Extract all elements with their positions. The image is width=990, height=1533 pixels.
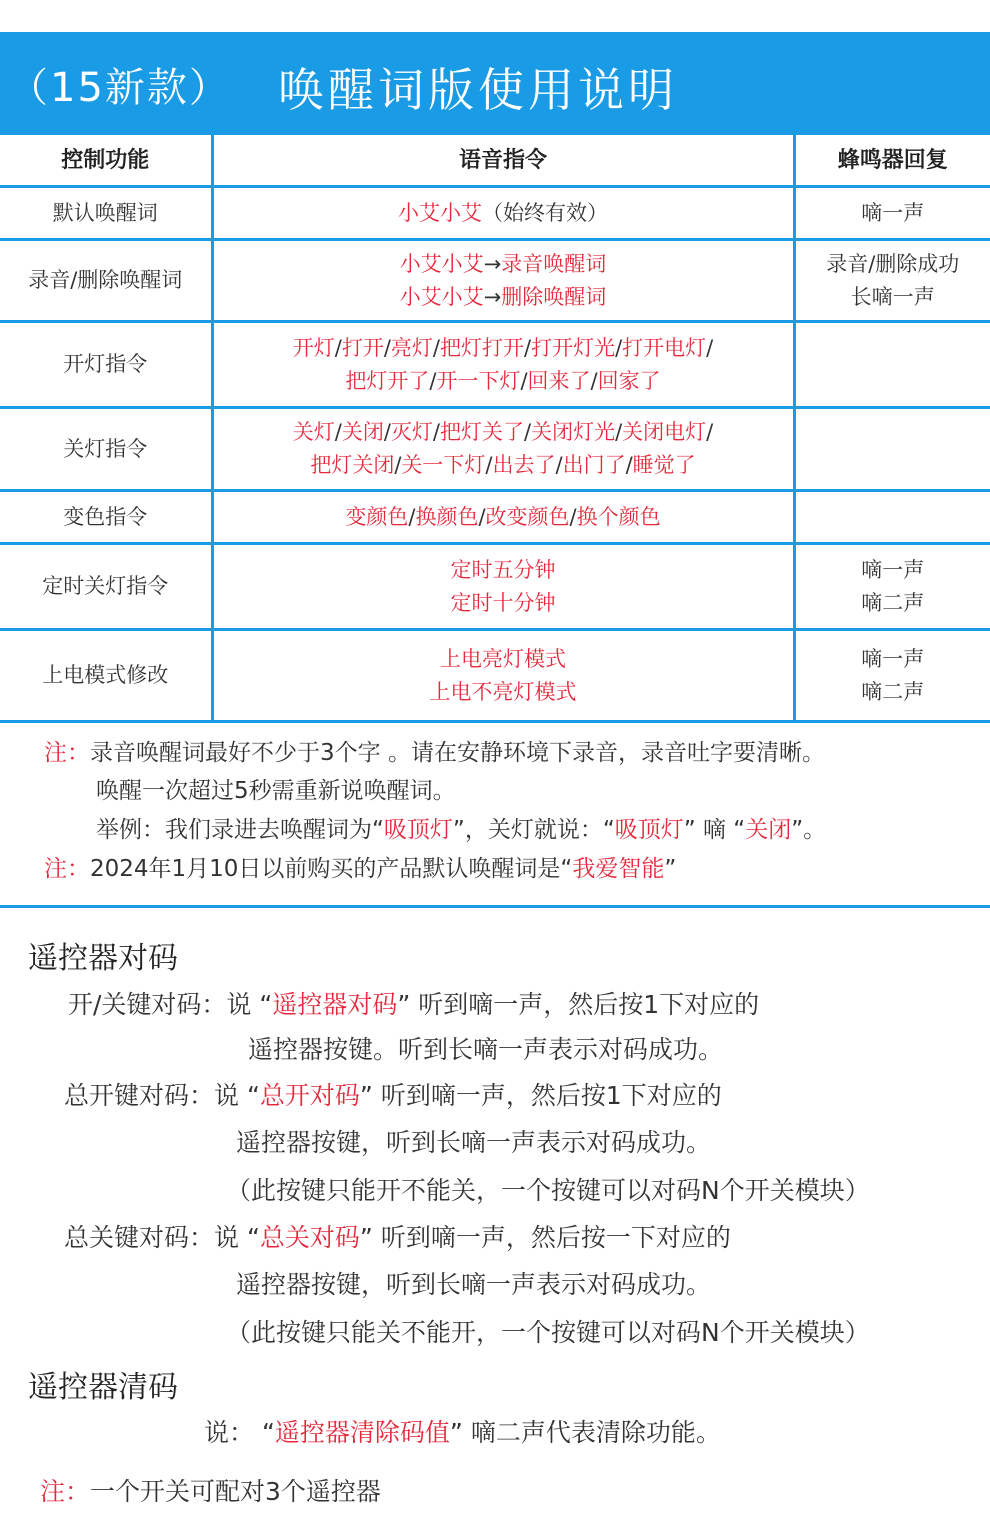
text-segment: ” 听到嘀一声，然后按一下对应的 bbox=[359, 1223, 731, 1252]
note-label: 注： bbox=[44, 856, 90, 882]
buzzer-reply-cell bbox=[794, 491, 990, 544]
highlight-text: 总开对码 bbox=[259, 1081, 360, 1110]
highlight-text: 换颜色 bbox=[415, 504, 479, 529]
reply-line: 嘀二声 bbox=[861, 679, 925, 704]
highlight-text: 关灯 bbox=[292, 420, 335, 444]
voice-command-cell bbox=[212, 322, 794, 408]
text-segment: / bbox=[706, 335, 714, 360]
text-segment: ” bbox=[664, 856, 677, 882]
reply-line: 嘀一声 bbox=[861, 200, 925, 225]
buzzer-reply-cell bbox=[794, 322, 990, 408]
function-cell: 默认唤醒词 bbox=[0, 187, 212, 240]
command-line bbox=[214, 449, 793, 482]
highlight-text: 把灯关了 bbox=[440, 420, 524, 444]
command-table bbox=[0, 132, 990, 723]
pairing-line bbox=[68, 985, 759, 1021]
pairing-line bbox=[248, 1030, 723, 1066]
buzzer-reply-cell bbox=[794, 240, 990, 322]
text-segment: / bbox=[615, 420, 623, 444]
highlight-text: 关闭电灯 bbox=[622, 420, 707, 444]
pairing-heading: 遥控器对码 bbox=[28, 941, 178, 976]
title-banner bbox=[0, 32, 990, 132]
highlight-text: 把灯开了 bbox=[345, 368, 430, 393]
section-divider bbox=[0, 905, 990, 908]
text-segment: 遥控器按键。听到长嘀一声表示对码成功。 bbox=[248, 1035, 724, 1064]
voice-command-cell bbox=[212, 630, 794, 722]
text-segment: （此按键只能关不能开，一个按键可以对码N个开关模块） bbox=[226, 1318, 870, 1347]
command-line bbox=[214, 587, 793, 620]
table-row bbox=[0, 187, 990, 240]
highlight-text: 回家了 bbox=[597, 368, 661, 393]
voice-command-cell bbox=[212, 240, 794, 322]
highlight-text: 睡觉了 bbox=[632, 453, 696, 477]
command-line bbox=[214, 248, 793, 281]
highlight-text: 总关对码 bbox=[259, 1223, 360, 1252]
text-segment: ” 听到嘀一声，然后按1下对应的 bbox=[359, 1081, 722, 1110]
reply-line: 录音/删除成功 bbox=[826, 251, 960, 276]
text-segment: 举例：我们录进去唤醒词为“ bbox=[96, 817, 384, 843]
text-segment: / bbox=[524, 335, 532, 360]
table-row bbox=[0, 408, 990, 491]
highlight-text: 遥控器清除码值 bbox=[274, 1418, 450, 1447]
header-buzzer-reply: 蜂鸣器回复 bbox=[794, 134, 990, 187]
pairing-line bbox=[64, 1218, 731, 1254]
highlight-text: 上电不亮灯模式 bbox=[429, 679, 577, 704]
command-line bbox=[214, 554, 793, 587]
text-segment: / bbox=[383, 335, 391, 360]
highlight-text: 定时五分钟 bbox=[450, 557, 556, 582]
highlight-text: 改变颜色 bbox=[485, 504, 570, 529]
highlight-text: 换个颜色 bbox=[576, 504, 661, 529]
text-segment: / bbox=[394, 453, 402, 477]
top-margin bbox=[0, 0, 990, 32]
text-segment: / bbox=[429, 368, 437, 393]
text-segment: ”。 bbox=[791, 817, 827, 843]
voice-command-cell bbox=[212, 408, 794, 491]
text-segment: / bbox=[408, 504, 416, 529]
note-text: 一个开关可配对3个遥控器 bbox=[90, 1477, 381, 1506]
command-line bbox=[214, 197, 793, 230]
table-row bbox=[0, 491, 990, 544]
text-segment: / bbox=[432, 420, 440, 444]
highlight-text: 遥控器对码 bbox=[272, 990, 398, 1019]
voice-command-cell bbox=[212, 187, 794, 240]
text-segment: / bbox=[334, 420, 342, 444]
text-segment: / bbox=[478, 504, 486, 529]
text-segment: 遥控器按键，听到长嘀一声表示对码成功。 bbox=[236, 1128, 712, 1157]
table-header-row bbox=[0, 134, 990, 187]
text-segment: ” 嘀 “ bbox=[683, 817, 746, 843]
text-segment: 遥控器按键，听到长嘀一声表示对码成功。 bbox=[236, 1270, 712, 1299]
highlight-text: 我爱智能 bbox=[572, 856, 665, 882]
highlight-text: 打开灯光 bbox=[531, 335, 616, 360]
text-segment: ”，关灯就说：“ bbox=[452, 817, 615, 843]
highlight-text: 关闭 bbox=[341, 420, 384, 444]
voice-command-cell bbox=[212, 491, 794, 544]
pairing-line bbox=[64, 1076, 722, 1112]
function-cell: 定时关灯指令 bbox=[0, 544, 212, 630]
text-segment: / bbox=[615, 335, 623, 360]
text-segment: / bbox=[334, 335, 342, 360]
function-cell: 上电模式修改 bbox=[0, 630, 212, 722]
text-segment: （此按键只能开不能关，一个按键可以对码N个开关模块） bbox=[226, 1176, 870, 1205]
highlight-text: 出去了 bbox=[492, 453, 556, 477]
highlight-text: 删除唤醒词 bbox=[501, 284, 607, 309]
highlight-text: 定时十分钟 bbox=[450, 590, 556, 615]
pairing-line bbox=[226, 1313, 870, 1349]
reply-line: 嘀一声 bbox=[861, 646, 925, 671]
note-label: 注： bbox=[40, 1477, 91, 1506]
function-cell: 开灯指令 bbox=[0, 322, 212, 408]
highlight-text: 回来了 bbox=[527, 368, 591, 393]
highlight-text: 把灯打开 bbox=[440, 335, 524, 360]
text-segment: （始终有效） bbox=[482, 200, 608, 225]
text-segment: ” 听到嘀一声，然后按1下对应的 bbox=[397, 990, 760, 1019]
highlight-text: 上电亮灯模式 bbox=[440, 646, 566, 671]
highlight-text: 变颜色 bbox=[345, 504, 409, 529]
text-segment: ” 嘀二声代表清除功能。 bbox=[449, 1418, 721, 1447]
pairing-line bbox=[226, 1171, 870, 1207]
text-segment: 开/关键对码：说 “ bbox=[68, 990, 273, 1019]
text-segment: 说： “ bbox=[204, 1418, 275, 1447]
text-segment: 总开键对码：说 “ bbox=[64, 1081, 260, 1110]
command-line bbox=[214, 281, 793, 314]
table-row bbox=[0, 322, 990, 408]
pairing-line bbox=[236, 1265, 711, 1301]
highlight-text: 关一下灯 bbox=[401, 453, 486, 477]
reply-line: 长嘀一声 bbox=[850, 284, 935, 309]
command-line bbox=[214, 416, 793, 449]
highlight-text: 打开电灯 bbox=[622, 335, 707, 360]
buzzer-reply-cell bbox=[794, 630, 990, 722]
text-segment: 总关键对码：说 “ bbox=[64, 1223, 260, 1252]
reply-line: 嘀一声 bbox=[861, 557, 925, 582]
command-line bbox=[214, 643, 793, 676]
command-line bbox=[214, 332, 793, 365]
text-segment: → bbox=[483, 251, 502, 276]
text-segment: / bbox=[485, 453, 493, 477]
clearing-heading: 遥控器清码 bbox=[28, 1370, 178, 1405]
text-segment: → bbox=[483, 284, 502, 309]
highlight-text: 吸顶灯 bbox=[383, 817, 453, 843]
pairing-line bbox=[236, 1123, 711, 1159]
command-line bbox=[214, 365, 793, 398]
highlight-text: 灭灯 bbox=[390, 420, 433, 444]
text-segment: / bbox=[555, 453, 563, 477]
highlight-text: 关闭灯光 bbox=[531, 420, 616, 444]
highlight-text: 吸顶灯 bbox=[614, 817, 684, 843]
text-segment: / bbox=[432, 335, 440, 360]
command-line bbox=[214, 676, 793, 709]
buzzer-reply-cell bbox=[794, 187, 990, 240]
edition-label: （15新款） bbox=[8, 65, 231, 111]
note-label: 注： bbox=[44, 740, 90, 766]
highlight-text: 打开 bbox=[341, 335, 384, 360]
highlight-text: 开灯 bbox=[292, 335, 335, 360]
text-segment: 2024年1月10日以前购买的产品默认唤醒词是“ bbox=[90, 856, 573, 882]
header-voice-command: 语音指令 bbox=[212, 134, 794, 187]
table-row bbox=[0, 240, 990, 322]
table-row bbox=[0, 544, 990, 630]
text-segment: / bbox=[524, 420, 532, 444]
remote-limit-note bbox=[40, 1472, 381, 1508]
function-cell: 录音/删除唤醒词 bbox=[0, 240, 212, 322]
highlight-text: 关闭 bbox=[745, 817, 792, 843]
text-segment: / bbox=[625, 453, 633, 477]
buzzer-reply-cell bbox=[794, 408, 990, 491]
text-segment: / bbox=[383, 420, 391, 444]
note-line bbox=[90, 856, 676, 882]
function-cell: 关灯指令 bbox=[0, 408, 212, 491]
voice-command-cell bbox=[212, 544, 794, 630]
page-title: 唤醒词版使用说明 bbox=[278, 63, 678, 117]
highlight-text: 小艾小艾 bbox=[398, 200, 482, 225]
table-row bbox=[0, 630, 990, 722]
note-example bbox=[96, 811, 826, 844]
reply-line: 嘀二声 bbox=[861, 590, 925, 615]
highlight-text: 亮灯 bbox=[390, 335, 433, 360]
highlight-text: 把灯关闭 bbox=[310, 453, 395, 477]
clearing-instruction bbox=[204, 1413, 721, 1449]
text-segment: / bbox=[520, 368, 528, 393]
note-line: 录音唤醒词最好不少于3个字 。请在安静环境下录音，录音吐字要清晰。 bbox=[90, 740, 825, 766]
text-segment: / bbox=[706, 420, 714, 444]
text-segment: / bbox=[569, 504, 577, 529]
function-cell: 变色指令 bbox=[0, 491, 212, 544]
text-segment: / bbox=[590, 368, 598, 393]
buzzer-reply-cell bbox=[794, 544, 990, 630]
highlight-text: 小艾小艾 bbox=[399, 284, 484, 309]
highlight-text: 出门了 bbox=[562, 453, 626, 477]
highlight-text: 开一下灯 bbox=[436, 368, 521, 393]
note-line: 唤醒一次超过5秒需重新说唤醒词。 bbox=[96, 778, 456, 804]
header-function: 控制功能 bbox=[0, 134, 212, 187]
command-line bbox=[214, 501, 793, 534]
highlight-text: 小艾小艾 bbox=[399, 251, 484, 276]
highlight-text: 录音唤醒词 bbox=[501, 251, 607, 276]
